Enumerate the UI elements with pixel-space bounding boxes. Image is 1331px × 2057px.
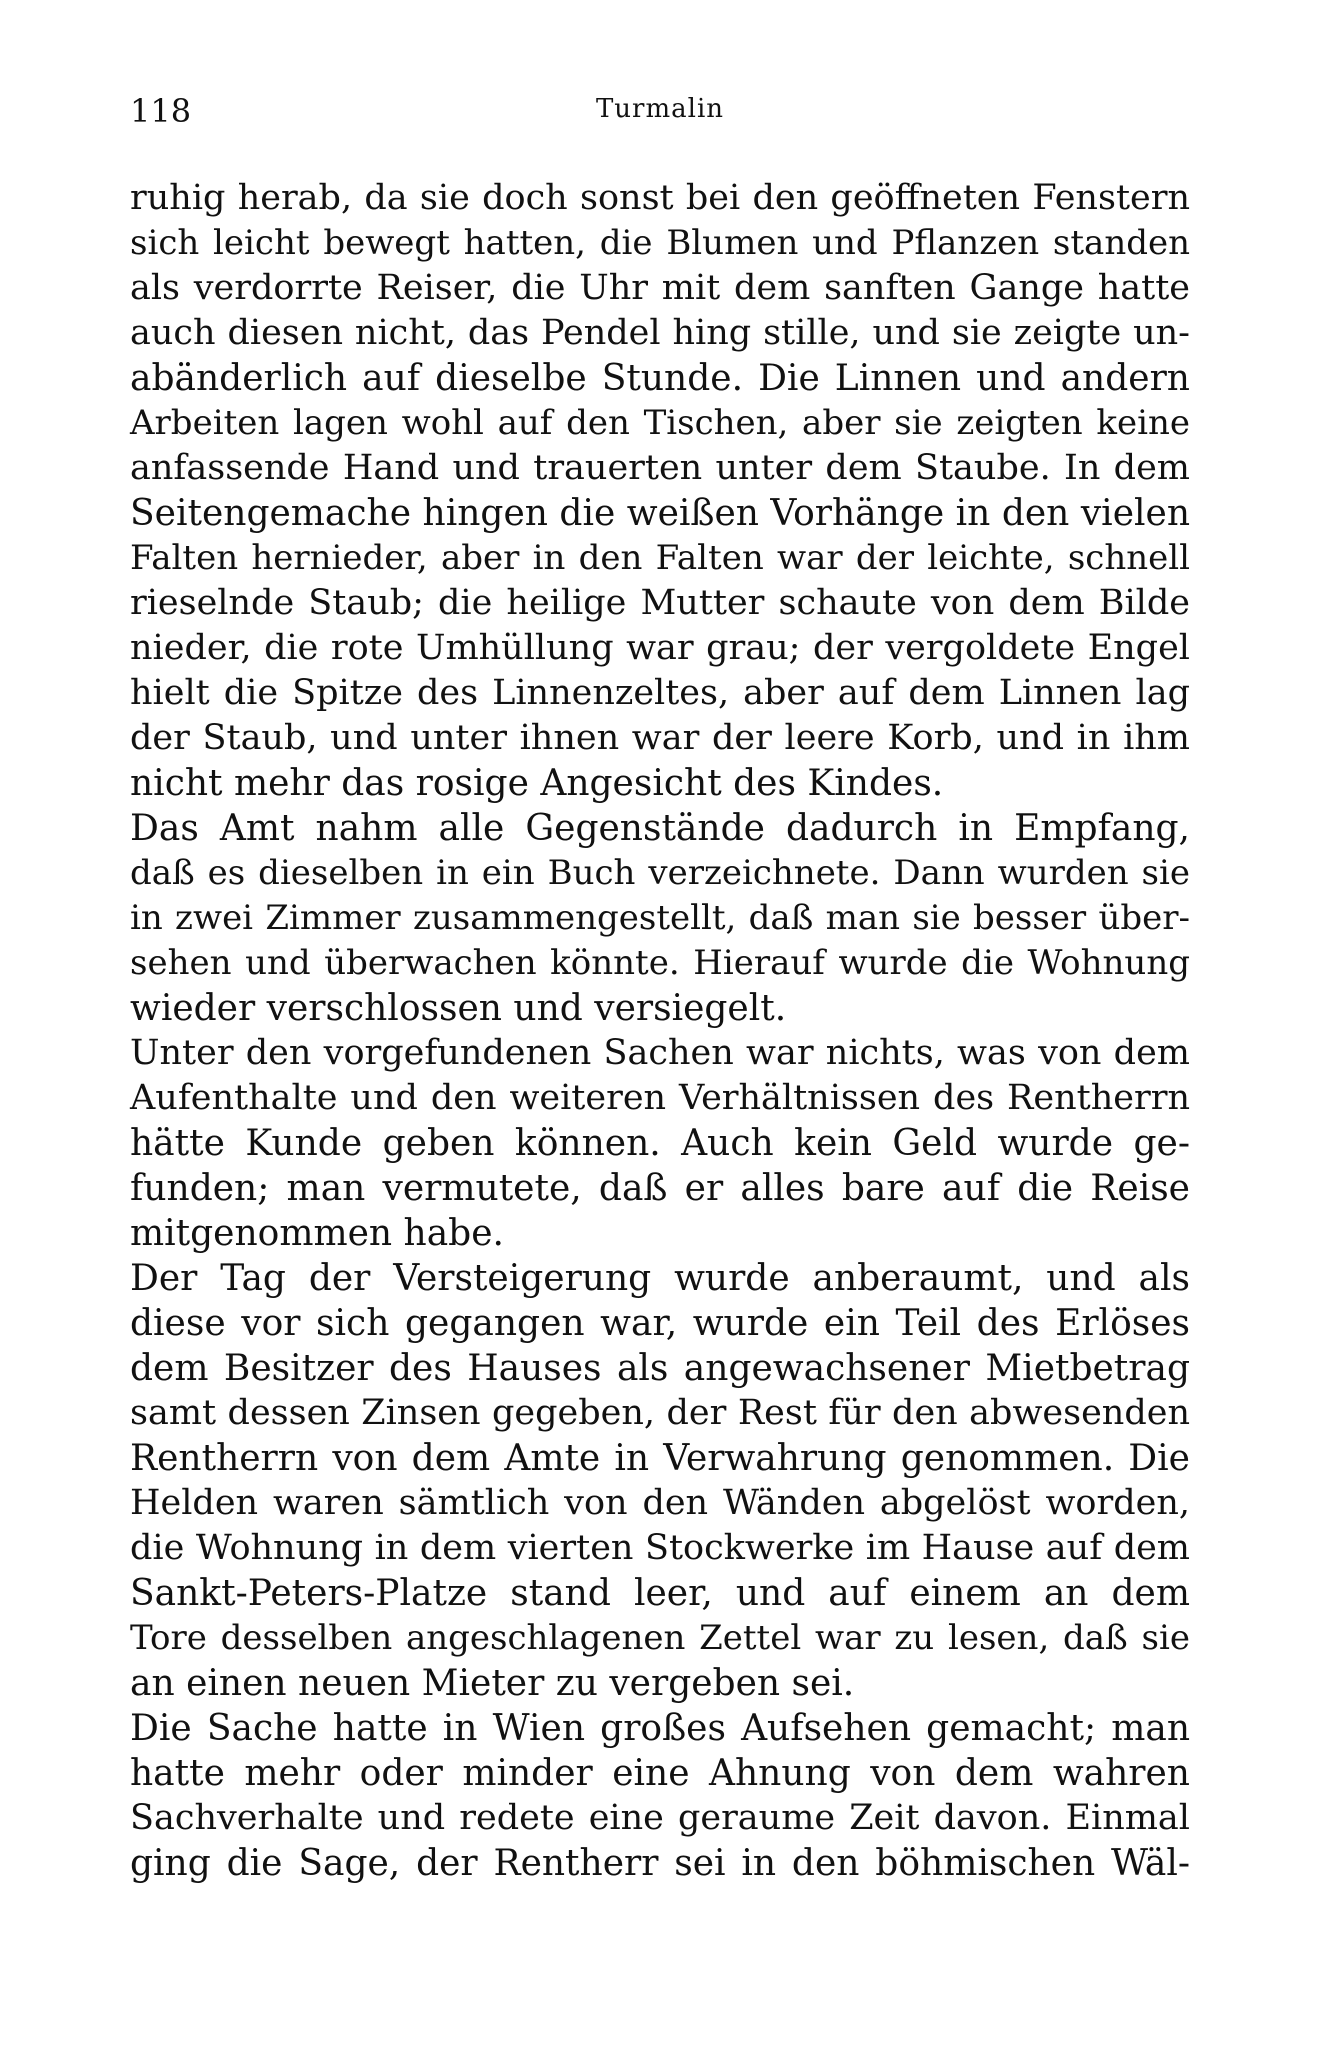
text-line: Falten hernieder, aber in den Falten war der leichte, schnell — [130, 538, 1190, 578]
text-line: dem Besitzer des Hauses als angewachsener Mietbetrag — [130, 1348, 1190, 1389]
text-line: an einen neuen Mieter zu vergeben sei. — [130, 1663, 855, 1704]
text-line: rieselnde Staub; die heilige Mutter schaute von dem Bilde — [130, 583, 1190, 623]
text-line: nieder, die rote Umhüllung war grau; der vergoldete Engel — [130, 628, 1190, 668]
body-text — [130, 176, 1190, 1886]
text-line: Arbeiten lagen wohl auf den Tischen, aber sie zeigten keine — [130, 403, 1190, 443]
text-line: abänderlich auf dieselbe Stunde. Die Linnen und andern — [130, 358, 1190, 399]
page-header — [130, 92, 1190, 142]
text-line: Seitengemache hingen die weißen Vorhänge in den vielen — [130, 493, 1190, 534]
text-line: Helden waren sämtlich von den Wänden abgelöst worden, — [130, 1483, 1190, 1523]
text-line: in zwei Zimmer zusammengestellt, daß man sie besser über- — [130, 898, 1190, 938]
text-line: Rentherrn von dem Amte in Verwahrung genommen. Die — [130, 1438, 1190, 1479]
text-line: anfassende Hand und trauerten unter dem Staube. In dem — [130, 448, 1190, 488]
paragraph — [130, 1031, 1190, 1256]
text-line: Sachverhalte und redete eine geraume Zeit davon. Einmal — [130, 1798, 1190, 1838]
text-line: sehen und überwachen könnte. Hierauf wurde die Wohnung — [130, 943, 1190, 983]
running-title: Turmalin — [595, 94, 725, 124]
text-line: Sankt-Peters-Platze stand leer, und auf einem an dem — [130, 1573, 1190, 1614]
paragraph — [130, 1706, 1190, 1886]
text-line: ruhig herab, da sie doch sonst bei den geöffneten Fenstern — [130, 178, 1190, 218]
text-line: hielt die Spitze des Linnenzeltes, aber auf dem Linnen lag — [130, 673, 1190, 713]
text-line: ging die Sage, der Rentherr sei in den böhmischen Wäl- — [130, 1843, 1190, 1884]
text-line: auch diesen nicht, das Pendel hing stille, und sie zeigte un- — [130, 313, 1190, 353]
text-line: Tore desselben angeschlagenen Zettel war zu lesen, daß sie — [130, 1618, 1190, 1658]
text-line: der Staub, und unter ihnen war der leere Korb, und in ihm — [130, 718, 1190, 758]
text-line: Unter den vorgefundenen Sachen war nichts, was von dem — [130, 1033, 1190, 1073]
text-line: Das Amt nahm alle Gegenstände dadurch in Empfang, — [130, 808, 1190, 849]
paragraph — [130, 1256, 1190, 1706]
page-number: 118 — [130, 92, 192, 130]
paragraph — [130, 176, 1190, 806]
text-line: funden; man vermutete, daß er alles bare auf die Reise — [130, 1168, 1190, 1209]
text-line: mitgenommen habe. — [130, 1213, 504, 1254]
text-line: hatte mehr oder minder eine Ahnung von dem wahren — [130, 1753, 1190, 1794]
text-line: diese vor sich gegangen war, wurde ein Teil des Erlöses — [130, 1303, 1190, 1344]
text-line: nicht mehr das rosige Angesicht des Kindes. — [130, 763, 944, 804]
text-line: Der Tag der Versteigerung wurde anberaumt, und als — [130, 1258, 1190, 1299]
text-line: als verdorrte Reiser, die Uhr mit dem sanften Gange hatte — [130, 268, 1190, 308]
text-line: daß es dieselben in ein Buch verzeichnete. Dann wurden sie — [130, 853, 1190, 893]
text-line: sich leicht bewegt hatten, die Blumen und Pflanzen standen — [130, 223, 1190, 263]
text-line: Aufenthalte und den weiteren Verhältnissen des Rentherrn — [130, 1078, 1190, 1118]
text-line: wieder verschlossen und versiegelt. — [130, 988, 787, 1029]
text-line: Die Sache hatte in Wien großes Aufsehen gemacht; man — [130, 1708, 1190, 1749]
paragraph — [130, 806, 1190, 1031]
text-line: hätte Kunde geben können. Auch kein Geld wurde ge- — [130, 1123, 1190, 1164]
text-line: samt dessen Zinsen gegeben, der Rest für den abwesenden — [130, 1393, 1190, 1433]
text-line: die Wohnung in dem vierten Stockwerke im Hause auf dem — [130, 1528, 1190, 1568]
